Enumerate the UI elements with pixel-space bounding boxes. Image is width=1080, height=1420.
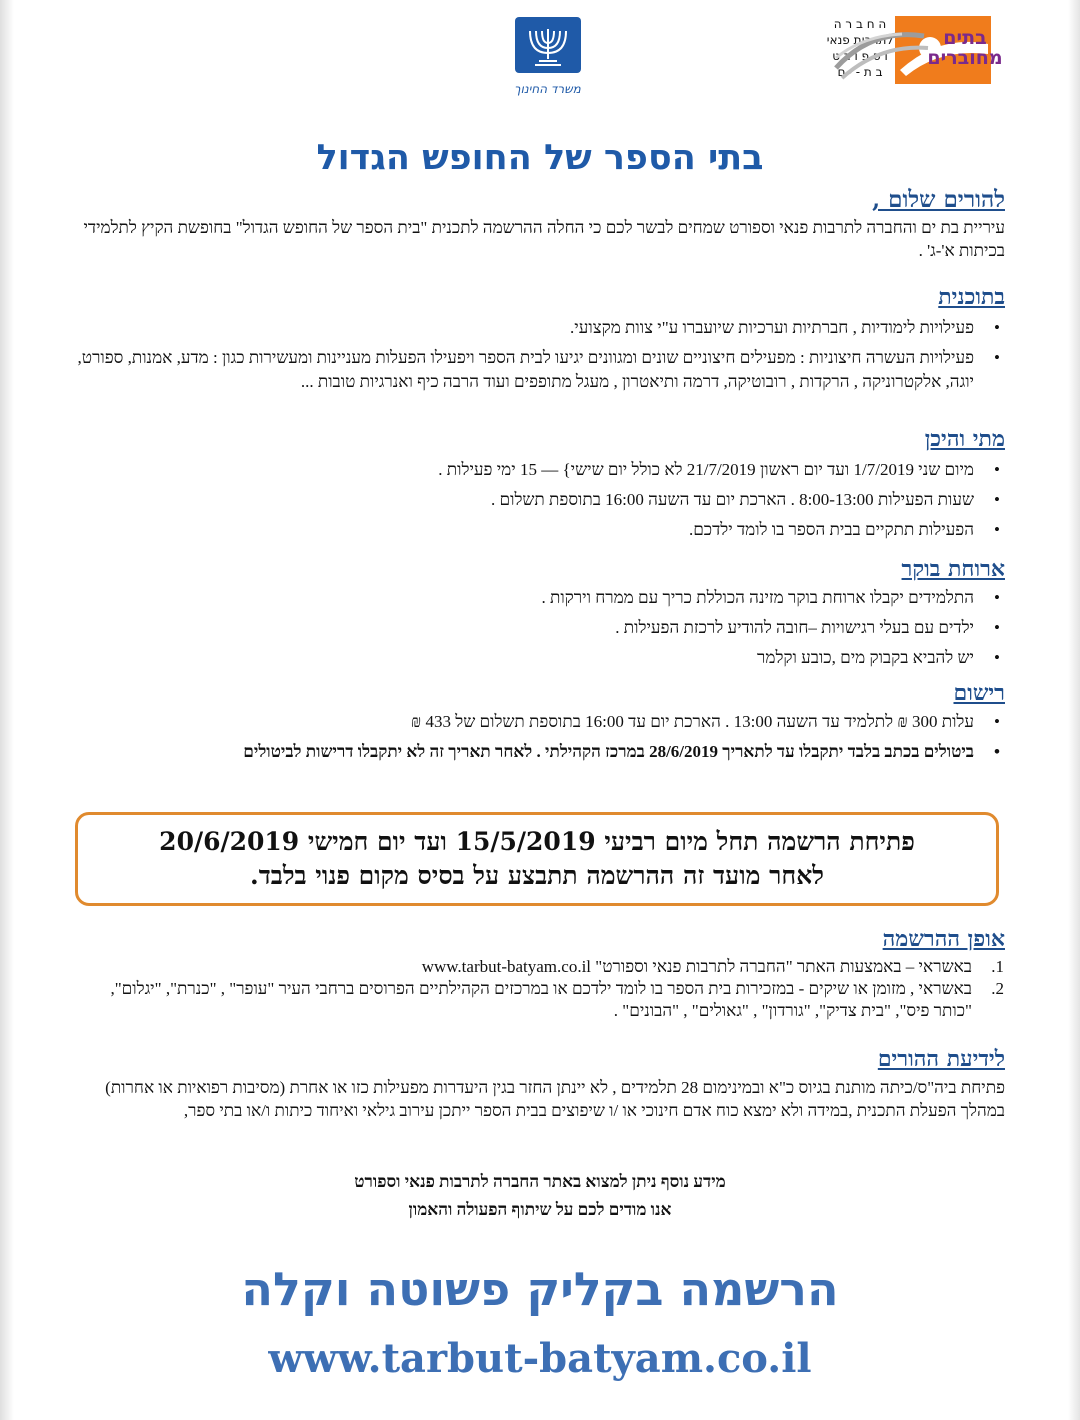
list-item: • הפעילות תתקיים בבית הספר בו לומד ילדכם. (70, 518, 1008, 542)
list-item: • מיום שני 1/7/2019 ועד יום ראשון 21/7/2019 לא כולל יום שישי} — 15 ימי פעילות . (70, 458, 1008, 482)
method-list (70, 956, 1008, 1022)
program-heading: בתוכנית (938, 284, 1005, 310)
call-to-action: הרשמה בקליק פשוטה וקלה (241, 1262, 839, 1316)
registration-dates-box (75, 812, 999, 906)
svg-text:ה ח ב ר ה: ה ח ב ר ה (833, 17, 887, 31)
list-item (70, 978, 1008, 1022)
list-item: • התלמידים יקבלו ארוחת בוקר מזינה הכוללת כריך עם ממרח וירקות . (70, 586, 1008, 610)
when-where-list (70, 458, 1008, 548)
program-list (70, 316, 1008, 400)
list-text: באשראי – באמצעות האתר "החברה לתרבות פנאי וספורט" www.tarbut-batyam.co.il (421, 957, 972, 976)
registration-box-line-1: פתיחת הרשמה תחל מיום רביעי 15/5/2019 ועד יום חמישי 20/6/2019 (159, 827, 915, 856)
svg-text:ב ת - י ם: ב ת - י ם (837, 65, 883, 79)
svg-text:לתרבות פנאי: לתרבות פנאי (826, 33, 894, 47)
breakfast-heading: ארוחת בוקר (901, 556, 1005, 582)
list-number: 2. (991, 979, 1004, 998)
when-where-heading: מתי והיכן (924, 426, 1005, 452)
list-number: 1. (991, 957, 1004, 976)
closing-line-2: אנו מודים לכם על שיתוף הפעולה והאמון (408, 1200, 672, 1219)
website-url[interactable]: www.tarbut-batyam.co.il (268, 1335, 812, 1382)
parents-notice-heading: לידיעת ההורים (877, 1046, 1005, 1072)
breakfast-list (70, 586, 1008, 676)
intro-paragraph: עיריית בת ים והחברה לתרבות פנאי וספורט שמחים לבשר לכם כי החלה ההרשמה לתכנית "בית הספר של החופש הגדול" בחופשת הקיץ לתלמידי בכיתות א'-ג' . (83, 218, 1005, 260)
greeting: להורים שלום , (872, 186, 1005, 213)
list-text: באשראי , מזומן או שיקים - במזכירות בית הספר בו לומד ילדכם או במרכזים הקהילתיים הפרוסים ברחבי העיר "עופר" , "כנרת", "יגלום", "כותר פיס", "בית צדיק", "גורדון" , "גאולים" , "הבונים" . (110, 979, 972, 1020)
ministry-name: משרד החינוך (514, 82, 581, 96)
page-title: בתי הספר של החופש הגדול (316, 138, 764, 178)
parents-notice-text: פתיחת ביה"ס/כיתה מותנת בגיוס כ"א ובמינימום 28 תלמידים , לא יינתן החזר בגין היעדרות מפעילות כזו או אחרת (מסיבות רפואיות או אחרות) במהלך הפעלת התכנית ,במידה ולא ימצא כוח אדם חינוכי או /ו שיפוצים בבית הספר ייתכן עירוב גילאי ואיחוד כיתות ו/או בתי ספר, (105, 1078, 1005, 1120)
ministry-logo (495, 15, 600, 95)
program-logo-text: בתים מחוברים (927, 27, 1003, 69)
list-item: • שעות הפעילות 8:00-13:00 . הארכת יום עד השעה 16:00 בתוספת תשלום . (70, 488, 1008, 512)
list-item: • פעילויות לימודיות , חברתיות וערכיות שיועברו ע"י צוות מקצועי. (70, 316, 1008, 340)
svg-text:ו ס פ ו ר ט: ו ס פ ו ר ט (832, 49, 888, 63)
method-heading: אופן ההרשמה (882, 926, 1005, 952)
list-item: • ילדים עם בעלי רגישויות –חובה להודיע לרכזת הפעילות . (70, 616, 1008, 640)
list-item (70, 956, 1008, 978)
menorah-emblem-icon (513, 15, 583, 75)
registration-list (70, 710, 1008, 770)
list-item: • עלות 300 ₪ לתלמיד עד השעה 13:00 . הארכת יום עד 16:00 בתוספת תשלום של 433 ₪ (70, 710, 1008, 734)
program-logo (832, 18, 1007, 88)
registration-box-line-2: לאחר מועד זה ההרשמה תתבצע על בסיס מקום פנוי בלבד. (250, 861, 824, 890)
registration-heading: רישום (953, 680, 1005, 706)
closing-line-1: מידע נוסף ניתן למצוא באתר החברה לתרבות פנאי וספורט (354, 1172, 726, 1191)
list-item: • פעילויות העשרה חיצוניות : מפעילים חיצוניים שונים ומגוונים יגיעו לבית הספר ויפעילו הפעלות מעניינות ומעשירות כגון : מדע, אמנות, ספורט, יוגה, אלקטרוניקה , הרקדות , רובוטיקה, דרמה ותיאטרון , מעגל מתופפים ועוד הרבה כיף ואנרגיות טובות ... (70, 346, 1008, 394)
list-item: • ביטולים בכתב בלבד יתקבלו עד לתאריך 28/6/2019 במרכז הקהילתי . לאחר תאריך זה לא יתקבלו דרישות לביטולים (70, 740, 1008, 764)
list-item: • יש להביא בקבוק מים ,כובע וקלמר (70, 646, 1008, 670)
